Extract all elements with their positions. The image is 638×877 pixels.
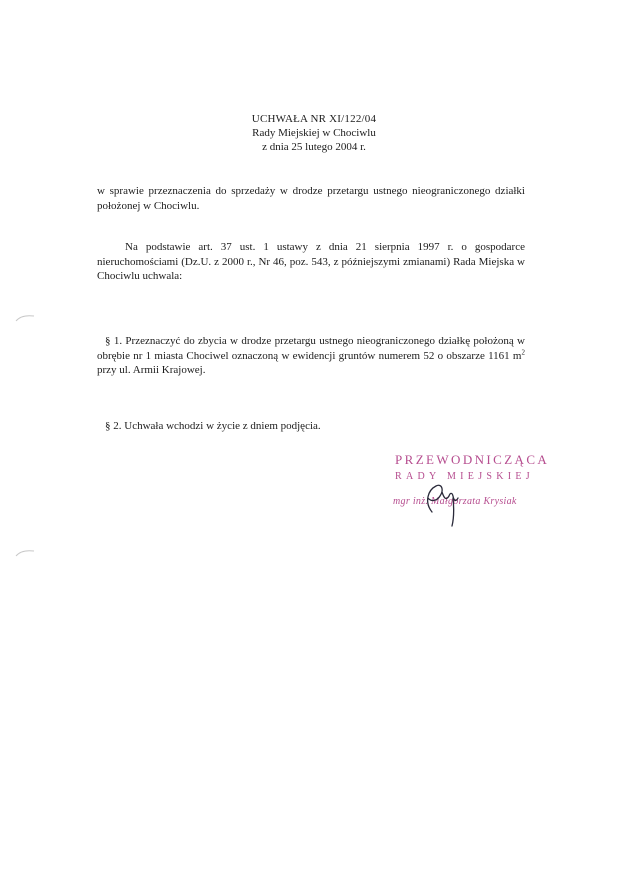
section-2-paragraph: § 2. Uchwała wchodzi w życie z dniem podjęcia. [105, 420, 321, 432]
handwritten-signature [398, 468, 478, 528]
stamp-council: RADY MIEJSKIEJ [395, 471, 534, 482]
section-1-paragraph [97, 334, 525, 378]
scan-margin-mark-top [14, 313, 36, 323]
resolution-date: z dnia 25 lutego 2004 r. [262, 141, 366, 153]
area-unit-superscript: 2 [521, 347, 525, 356]
legal-basis-paragraph: Na podstawie art. 37 ust. 1 ustawy z dnia 21 sierpnia 1997 r. o gospodarce nieruchomościami (Dz.U. z 2000 r., Nr 46, poz. 543, z późniejszymi zmianami) Rada Miejska w Chociwlu uchwala: [97, 241, 525, 282]
stamp-signatory-name: mgr inż. Małgorzata Krysiak [393, 496, 517, 507]
scan-margin-mark-bottom [14, 548, 36, 558]
resolution-number: UCHWAŁA NR XI/122/04 [251, 113, 377, 125]
section-1-text-end: przy ul. Armii Krajowej. [97, 364, 206, 376]
stamp-title: PRZEWODNICZĄCA [395, 452, 550, 467]
council-name: Rady Miejskiej w Chociwlu [252, 127, 376, 139]
section-1-text: § 1. Przeznaczyć do zbycia w drodze przetargu ustnego nieograniczonego działkę położoną w obrębie nr 1 miasta Chociwel oznaczoną w ewidencji gruntów numerem 52 o obszarze 1161 m [97, 335, 525, 362]
resolution-subject: w sprawie przeznaczenia do sprzedaży w drodze przetargu ustnego nieograniczonego działki położonej w Chociwlu. [97, 185, 525, 212]
